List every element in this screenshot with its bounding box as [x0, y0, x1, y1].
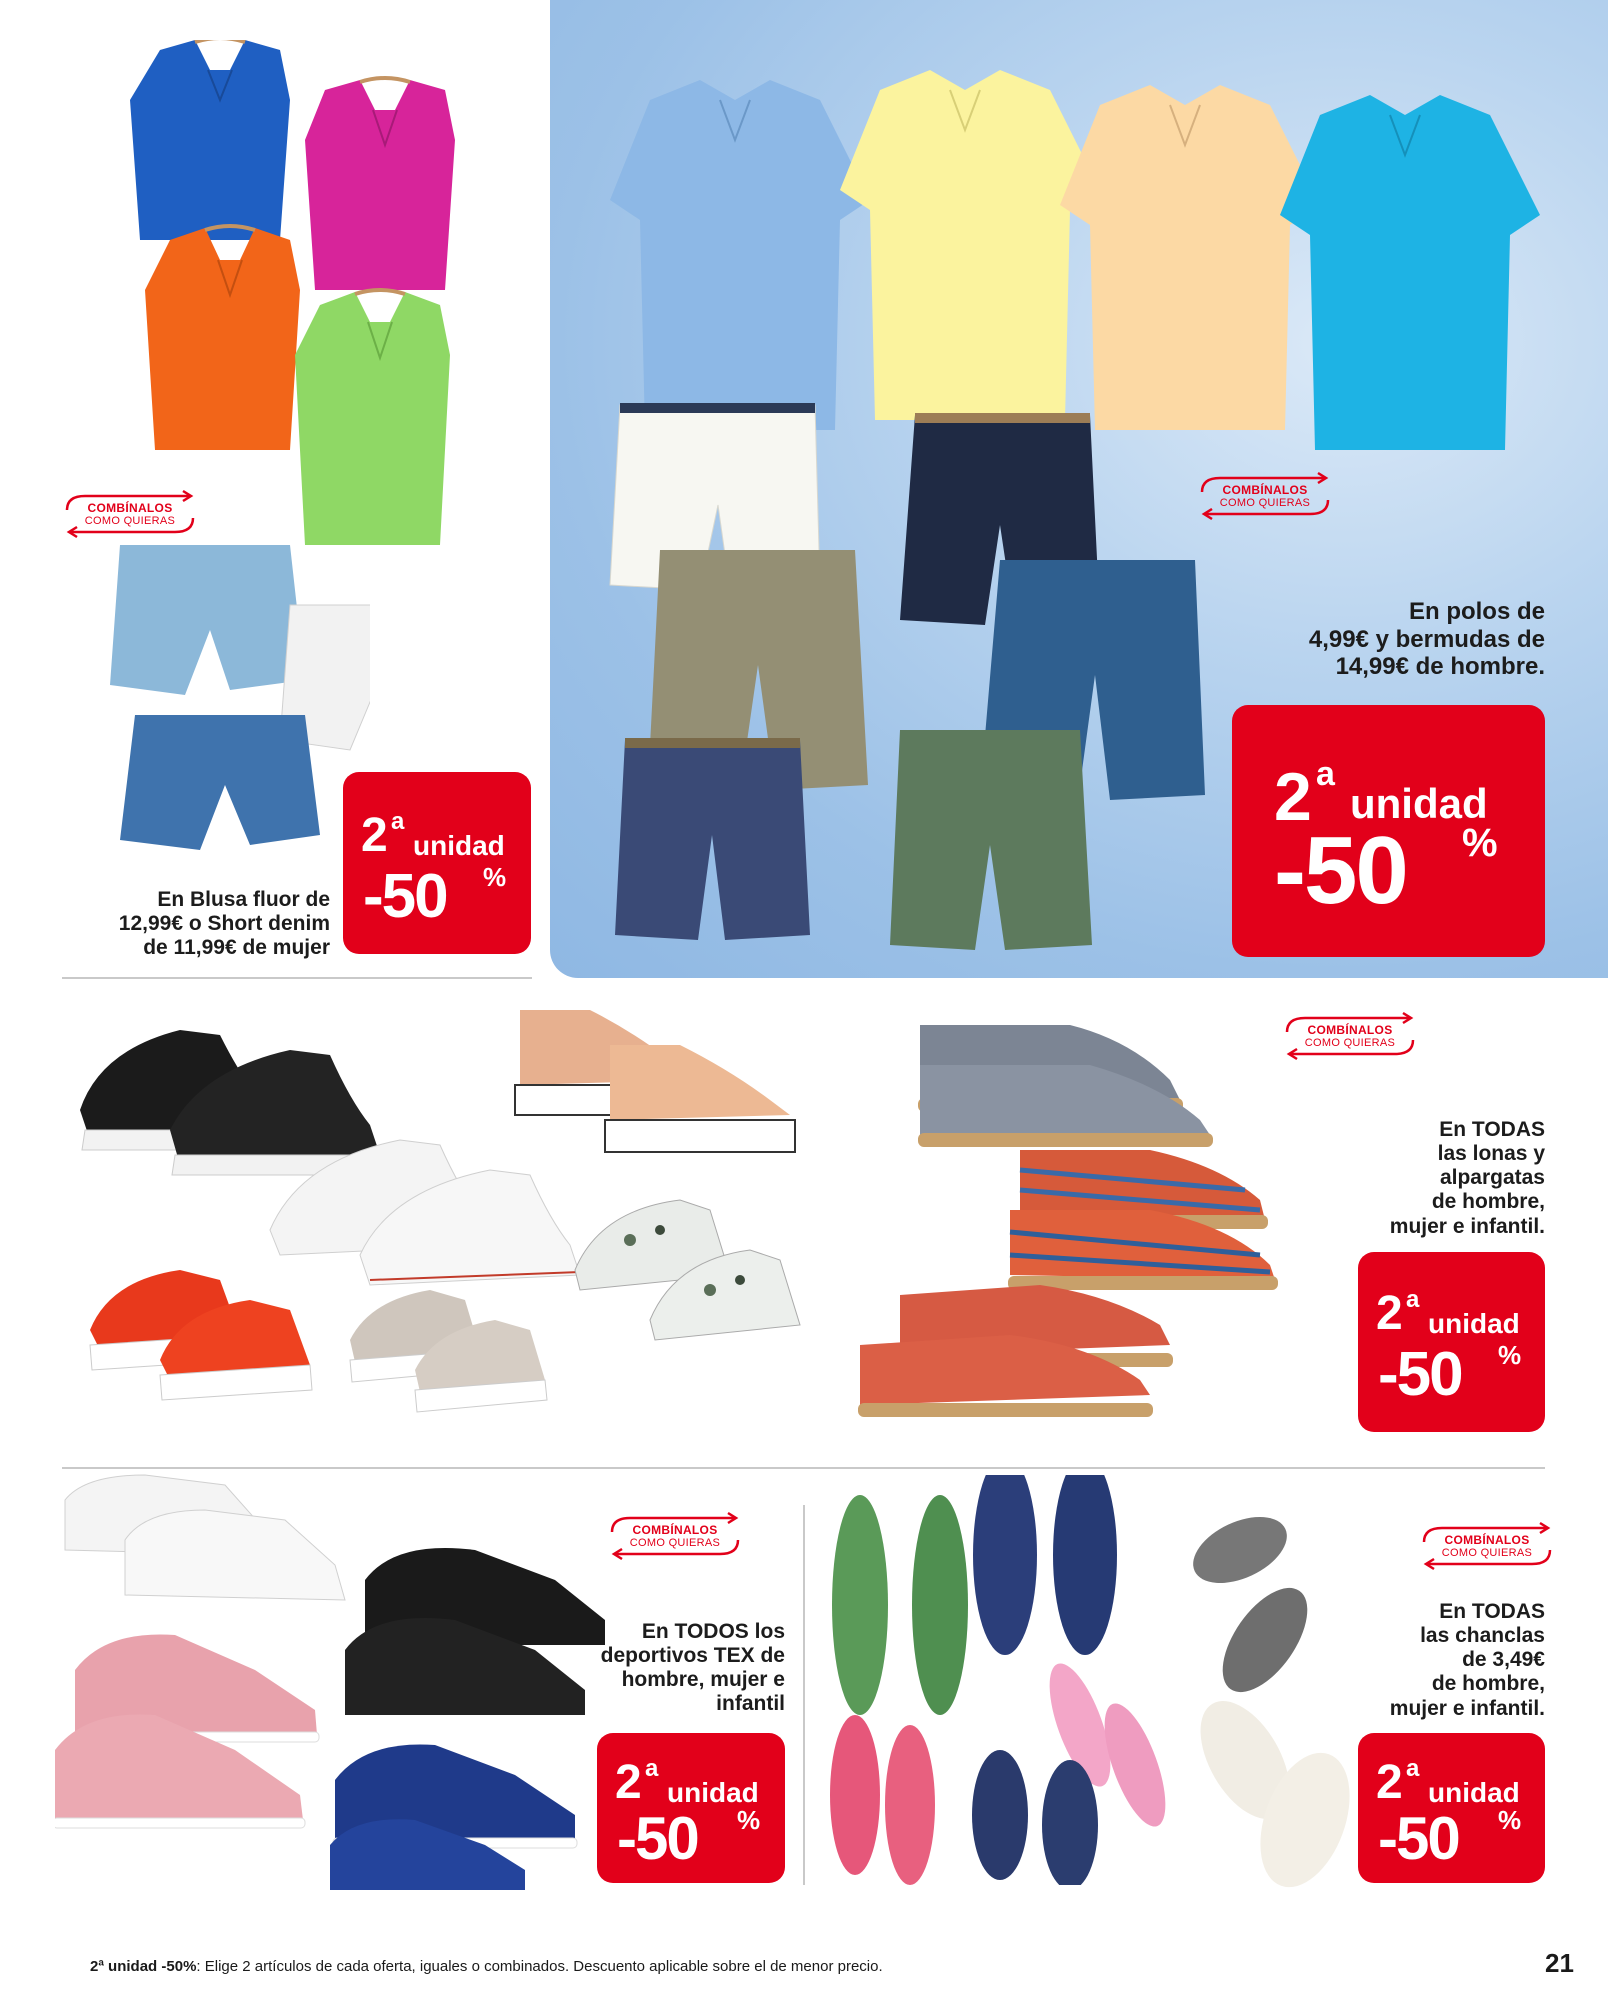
combinalos-tag-shoes	[1275, 1010, 1425, 1062]
badge-sup: a	[1406, 1286, 1420, 1313]
discount-badge-women	[343, 772, 531, 954]
badge-unidad: unidad	[413, 830, 505, 861]
section-divider	[62, 977, 532, 979]
badge-sup: a	[645, 1755, 659, 1782]
caption-line: 14,99€ de hombre.	[1335, 653, 1545, 681]
caption-line: En TODAS	[1439, 1600, 1545, 1623]
combinalos-line1: COMBÍNALOS	[1444, 1533, 1530, 1547]
caption-line: 4,99€ y bermudas de	[1308, 625, 1545, 653]
badge-sup: a	[1316, 755, 1335, 793]
combinalos-tag-women	[55, 488, 205, 540]
sports-shoes-image	[55, 1470, 615, 1900]
women-blouses-image	[100, 40, 520, 560]
caption-line: 12,99€ o Short denim	[118, 912, 330, 936]
combinalos-line2: COMO QUIERAS	[629, 1537, 721, 1549]
column-divider	[803, 1505, 805, 1885]
badge-unidad: unidad	[667, 1777, 759, 1808]
women-offer-caption	[70, 888, 330, 960]
badge-sup: a	[391, 808, 405, 835]
discount-badge-flipflops	[1358, 1733, 1545, 1883]
combinalos-tag-men	[1190, 470, 1340, 522]
badge-pct: -50	[363, 862, 447, 931]
combinalos-line2: COMO QUIERAS	[1219, 497, 1311, 509]
badge-pct: -50	[1378, 1805, 1459, 1872]
caption-line: de 11,99€ de mujer	[143, 936, 330, 960]
caption-line: deportivos TEX de	[600, 1644, 785, 1668]
caption-line: de 3,49€	[1462, 1648, 1545, 1672]
caption-line: de hombre,	[1431, 1672, 1545, 1696]
badge-pct: -50	[1378, 1340, 1462, 1409]
combinalos-line1: COMBÍNALOS	[87, 501, 173, 515]
caption-line: mujer e infantil.	[1389, 1214, 1545, 1238]
discount-badge-men	[1232, 705, 1545, 957]
badge-unidad: unidad	[1428, 1777, 1520, 1808]
badge-pct-sign: %	[1498, 1805, 1522, 1835]
footer-note-bold: 2ª unidad -50%	[90, 1958, 197, 1975]
combinalos-line1: COMBÍNALOS	[1222, 483, 1308, 497]
caption-line: En polos de	[1408, 598, 1545, 625]
combinalos-line1: COMBÍNALOS	[632, 1523, 718, 1537]
caption-line: hombre, mujer e	[621, 1668, 785, 1692]
combinalos-line1: COMBÍNALOS	[1307, 1023, 1393, 1037]
badge-two: 2	[1274, 759, 1312, 835]
combinalos-line2: COMO QUIERAS	[84, 515, 176, 527]
caption-line: las chanclas	[1420, 1624, 1545, 1648]
canvas-shoes-image	[70, 990, 890, 1430]
badge-unidad: unidad	[1428, 1308, 1520, 1339]
badge-unidad: unidad	[1350, 780, 1488, 827]
page-number: 21	[1545, 1948, 1574, 1978]
badge-sup: a	[1406, 1755, 1420, 1782]
section-divider	[62, 1467, 1545, 1469]
caption-line: mujer e infantil.	[1389, 1696, 1545, 1720]
combinalos-tag-sports	[600, 1510, 750, 1562]
combinalos-line2: COMO QUIERAS	[1304, 1037, 1396, 1049]
caption-line: En TODAS	[1439, 1118, 1545, 1141]
espadrilles-image	[850, 1010, 1290, 1430]
badge-pct-sign: %	[1498, 1340, 1522, 1370]
footer-note-text: : Elige 2 artículos de cada oferta, iguales o combinados. Descuento aplicable sobre el de menor precio.	[196, 1958, 883, 1975]
caption-line: de hombre,	[1431, 1190, 1545, 1214]
combinalos-tag-flipflops	[1412, 1520, 1562, 1572]
caption-line: En Blusa fluor de	[157, 888, 330, 911]
badge-pct-sign: %	[737, 1805, 761, 1835]
canvas-shoes-offer-caption	[1280, 1118, 1545, 1239]
women-shorts-image	[110, 540, 370, 880]
caption-line: las lonas y	[1437, 1142, 1545, 1166]
caption-line: En TODOS los	[641, 1620, 785, 1643]
badge-pct-sign: %	[483, 862, 507, 892]
badge-two: 2	[361, 809, 388, 862]
badge-two: 2	[1376, 1287, 1403, 1340]
caption-line: infantil	[716, 1692, 785, 1716]
combinalos-line2: COMO QUIERAS	[1441, 1547, 1533, 1559]
flipflops-offer-caption	[1330, 1600, 1545, 1721]
badge-two: 2	[1376, 1756, 1403, 1809]
discount-badge-sports	[597, 1733, 785, 1883]
badge-pct: -50	[617, 1805, 698, 1872]
caption-line: alpargatas	[1439, 1166, 1545, 1190]
footer-note	[90, 1958, 1390, 1975]
men-offer-caption	[1200, 598, 1545, 681]
discount-badge-canvas-shoes	[1358, 1252, 1545, 1432]
badge-pct: -50	[1274, 817, 1407, 924]
sports-offer-caption	[540, 1620, 785, 1717]
badge-two: 2	[615, 1756, 642, 1809]
badge-pct-sign: %	[1462, 821, 1498, 865]
